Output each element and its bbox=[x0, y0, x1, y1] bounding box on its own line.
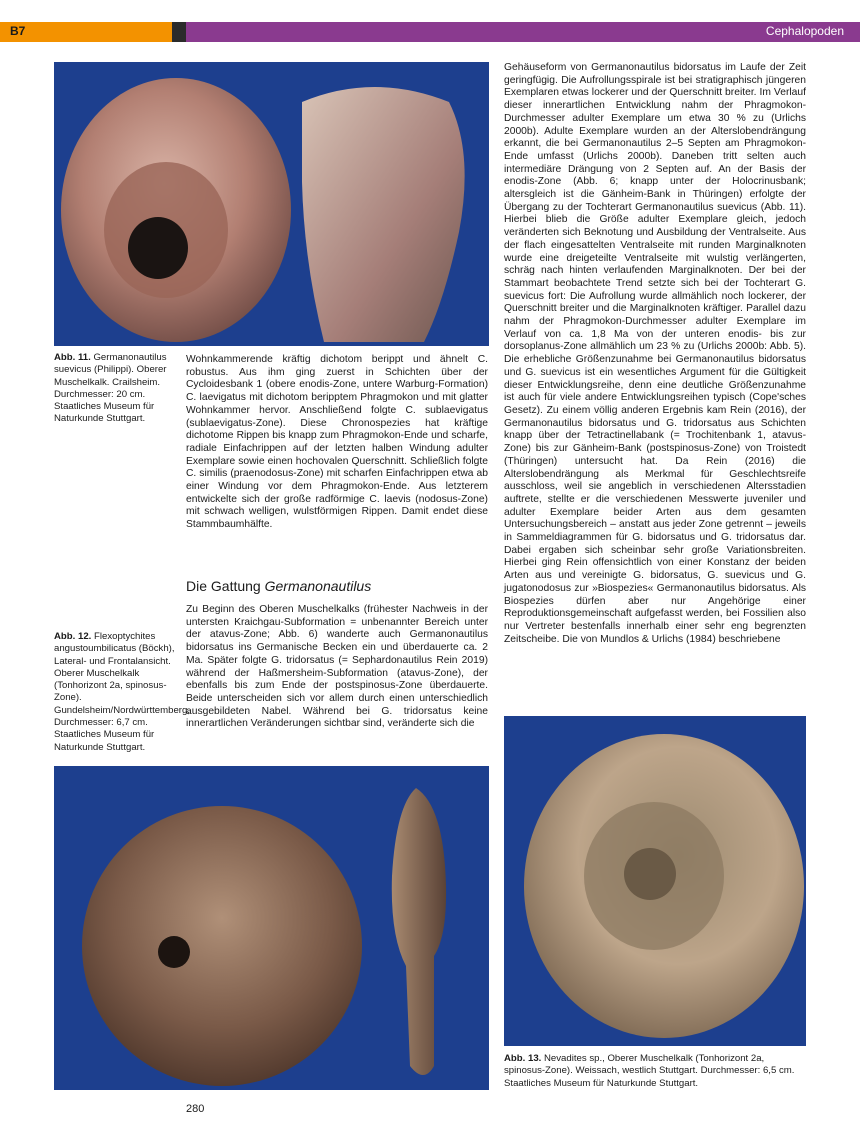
paragraph: Wohnkammerende kräftig dichotom berippt und ähnelt C. robustus. Aus ihm ging zuerst in Schichten über der Cycloidesbank 1 (obere enodis-Zone, untere Warburg-Formation) C. laevigatus mit dichotom beripptem Phragmokon und mit glatter Wohnkammer hervor. Anschließend folgte C. sublaevigatus (sublaevigatus-Zone). Diese Chronospezies hat kräftige dichotome Rippen bis knapp zum Phragmokon-Ende und scharfe, radiale Einfachrippen auf der letzten halben Windung adulter Exemplare sowie einen hochovalen Querschnitt. Schließlich folgte C. similis (praenodosus-Zone) mit scharfen Einfachrippen etwa ab einer Windung vor dem Phragmokon-Ende. Aus letzterem entwickelte sich der große radförmige C. laevis (nodosus-Zone) mit schwach welligen, wulstförmigen Rippen. Damit endet diese Stammbaumhälfte. bbox=[186, 354, 488, 531]
heading-genus: Germanonautilus bbox=[264, 578, 372, 594]
figure-12-photo bbox=[54, 766, 489, 1090]
figure-13-photo bbox=[504, 716, 806, 1046]
figure-13-caption bbox=[504, 1053, 806, 1090]
figure-11-caption bbox=[54, 352, 180, 426]
middle-column-section-text bbox=[186, 604, 488, 731]
figure-11-photo bbox=[54, 62, 489, 346]
figure-11-label: Abb. 11. bbox=[54, 352, 91, 363]
paragraph: Gehäuseform von Germanonautilus bidorsatus im Laufe der Zeit geringfügig. Die Aufrollungsspirale ist bei stratigraphisch jüngeren Exemplaren etwas lockerer und der Querschnitt breiter. Im Verlauf dieser innerartlichen Entwicklung nahm der Phragmokon-Durchmesser adulter Exemplare um etwa 30 % zu (Urlichs 2000b). Adulte Exemplare wurden an der Alterslobendrängung erkannt, die bei Germanonautilus 2–5 Septen am Phragmokon-Ende umfasst (Urlichs 2000b). Daneben tritt selten auch intermediäre Drängung von 2 Septen auf. An der Basis der enodis-Zone (Abb. 6; knapp unter der Holocrinusbank; altersgleich ist die Gänheim-Bank in Thüringen) erfolgte der Übergang zu der Tochterart Germanonautilus suevicus (Abb. 11). Hierbei blieb die Größe adulter Exemplare gleich, jedoch veränderten sich Beknotung und Ausbildung der Ventralseite. Aus der flach eingesattelten Ventralseite mit runden Marginalknoten wurde eine dreigeteilte Ventralseite mit wulstig verlängerten, schräg nach hinten verlaufenden Marginalknoten. Der bei der Stammart beobachtete Trend setzte sich bei der Tochterart G. suevicus fort: Die Aufrollung wurde allmählich noch lockerer, der Querschnitt breiter und die Marginalknoten kräftiger. Parallel dazu nahm der Phragmokon-Durchmesser adulter Exemplare im Verlauf von ca. 1,8 Ma von der unteren enodis- bis zur dorsoplanus-Zone allmählich um 23 % zu (Urlichs 2000b: Abb. 5). Die erhebliche Größenzunahme bei Germanonautilus bidorsatus und G. suevicus ist ein wesentliches Argument für die Gültigkeit dieser Entwicklungsreihe, denn eine deutliche Größenzunahme ist auch für viele andere Entwicklungsreihen typisch (Cope'sches Gesetz). Zu einem völlig anderen Ergebnis kam Rein (2016), der Germanonautilus bidorsatus und G. tridorsatus aus Schichten knapp über der Tetractinellabank (= Trochitenbank 1, atavus-Zone) bis zur Gänheim-Bank (postspinosus-Zone) von Troistedt (Thüringen) untersucht hat. Da Rein (2016) die Alterslobendrängung als Merkmal für Geschlechtsreife ausschloss, weil sie angeblich in verschiedenen Altersstadien auftrete, stellte er die verschiedenen Messwerte juveniler und adulter Exemplare beider Arten aus dem gesamten Untersuchungsbereich – anstatt aus jeder Zone getrennt – jeweils in Sammeldiagrammen für G. bidorsatus und G. tridorsatus dar. Dabei ergaben sich scheinbar sehr große Variationsbreiten. Hierbei ging Rein offensichtlich von einer Konstanz der beiden Arten aus und vereinigte G. bidorsatus, G. suevicus und G. jugatonodosus zur »Biospezies« Germanonautilus bidorsatus. Als Biospezies dürfen aber nur Angehörige einer Reproduktionsgemeinschaft aufgefasst werden, bei Fossilien also nur Vertreter bestenfalls innerhalb einer sehr eng begrenzten Zeitscheibe. Die von Mundlos & Urlichs (1984) beschriebene bbox=[504, 62, 806, 645]
paragraph: Zu Beginn des Oberen Muschelkalks (frühester Nachweis in der untersten Kraichgau-Subformation = unbenannter Bereich unter der atavus-Zone; Abb. 6) wanderte auch Germanonautilus bidorsatus ins Germanische Becken ein und überdauerte ca. 2 Ma. Später folgte G. tridorsatus (= Sephardonautilus Rein 2019) während der Haßmersheim-Subformation (atavus-Zone), der ebenfalls bis zum Ende der postspinosus-Zone überdauerte. Beide unterscheiden sich vor allem durch einen unterschiedlich ausgebildeten Nabel. Während bei G. tridorsatus keine innerartlichen Veränderungen sichtbar sind, veränderte sich die bbox=[186, 604, 488, 730]
figure-12-caption bbox=[54, 631, 190, 754]
section-heading bbox=[186, 578, 371, 594]
section-title: Cephalopoden bbox=[765, 24, 844, 38]
figure-11-text: Germanonautilus suevicus (Philippi). Oberer Muschelkalk. Crailsheim. Durchmesser: 20 cm. Staatliches Museum für Naturkunde Stuttgart. bbox=[54, 352, 167, 425]
figure-12-label: Abb. 12. bbox=[54, 631, 92, 642]
section-code: B7 bbox=[10, 24, 26, 38]
section-bar-purple bbox=[186, 22, 860, 42]
figure-12-text: Flexoptychites angustoumbilicatus (Böckh), Lateral- und Frontalansicht. Oberer Muschelkalk (Tonhorizont 2a, spinosus-Zone). Gundelsheim/Nordwürttemberg, Durchmesser: 6,7 cm. Staatliches Museum für Naturkunde Stuttgart. bbox=[54, 631, 190, 753]
right-column-text bbox=[504, 62, 806, 646]
figure-13-label: Abb. 13. bbox=[504, 1053, 542, 1064]
heading-prefix: Die Gattung bbox=[186, 578, 265, 594]
page-number: 280 bbox=[186, 1103, 205, 1115]
section-bar-divider bbox=[172, 22, 186, 42]
middle-column-text bbox=[186, 354, 488, 532]
section-bar-orange bbox=[0, 22, 172, 42]
figure-13-text: Nevadites sp., Oberer Muschelkalk (Tonhorizont 2a, spinosus-Zone). Weissach, westlich Stuttgart. Durchmesser: 6,5 cm. Staatliches Museum für Naturkunde Stuttgart. bbox=[504, 1053, 795, 1089]
